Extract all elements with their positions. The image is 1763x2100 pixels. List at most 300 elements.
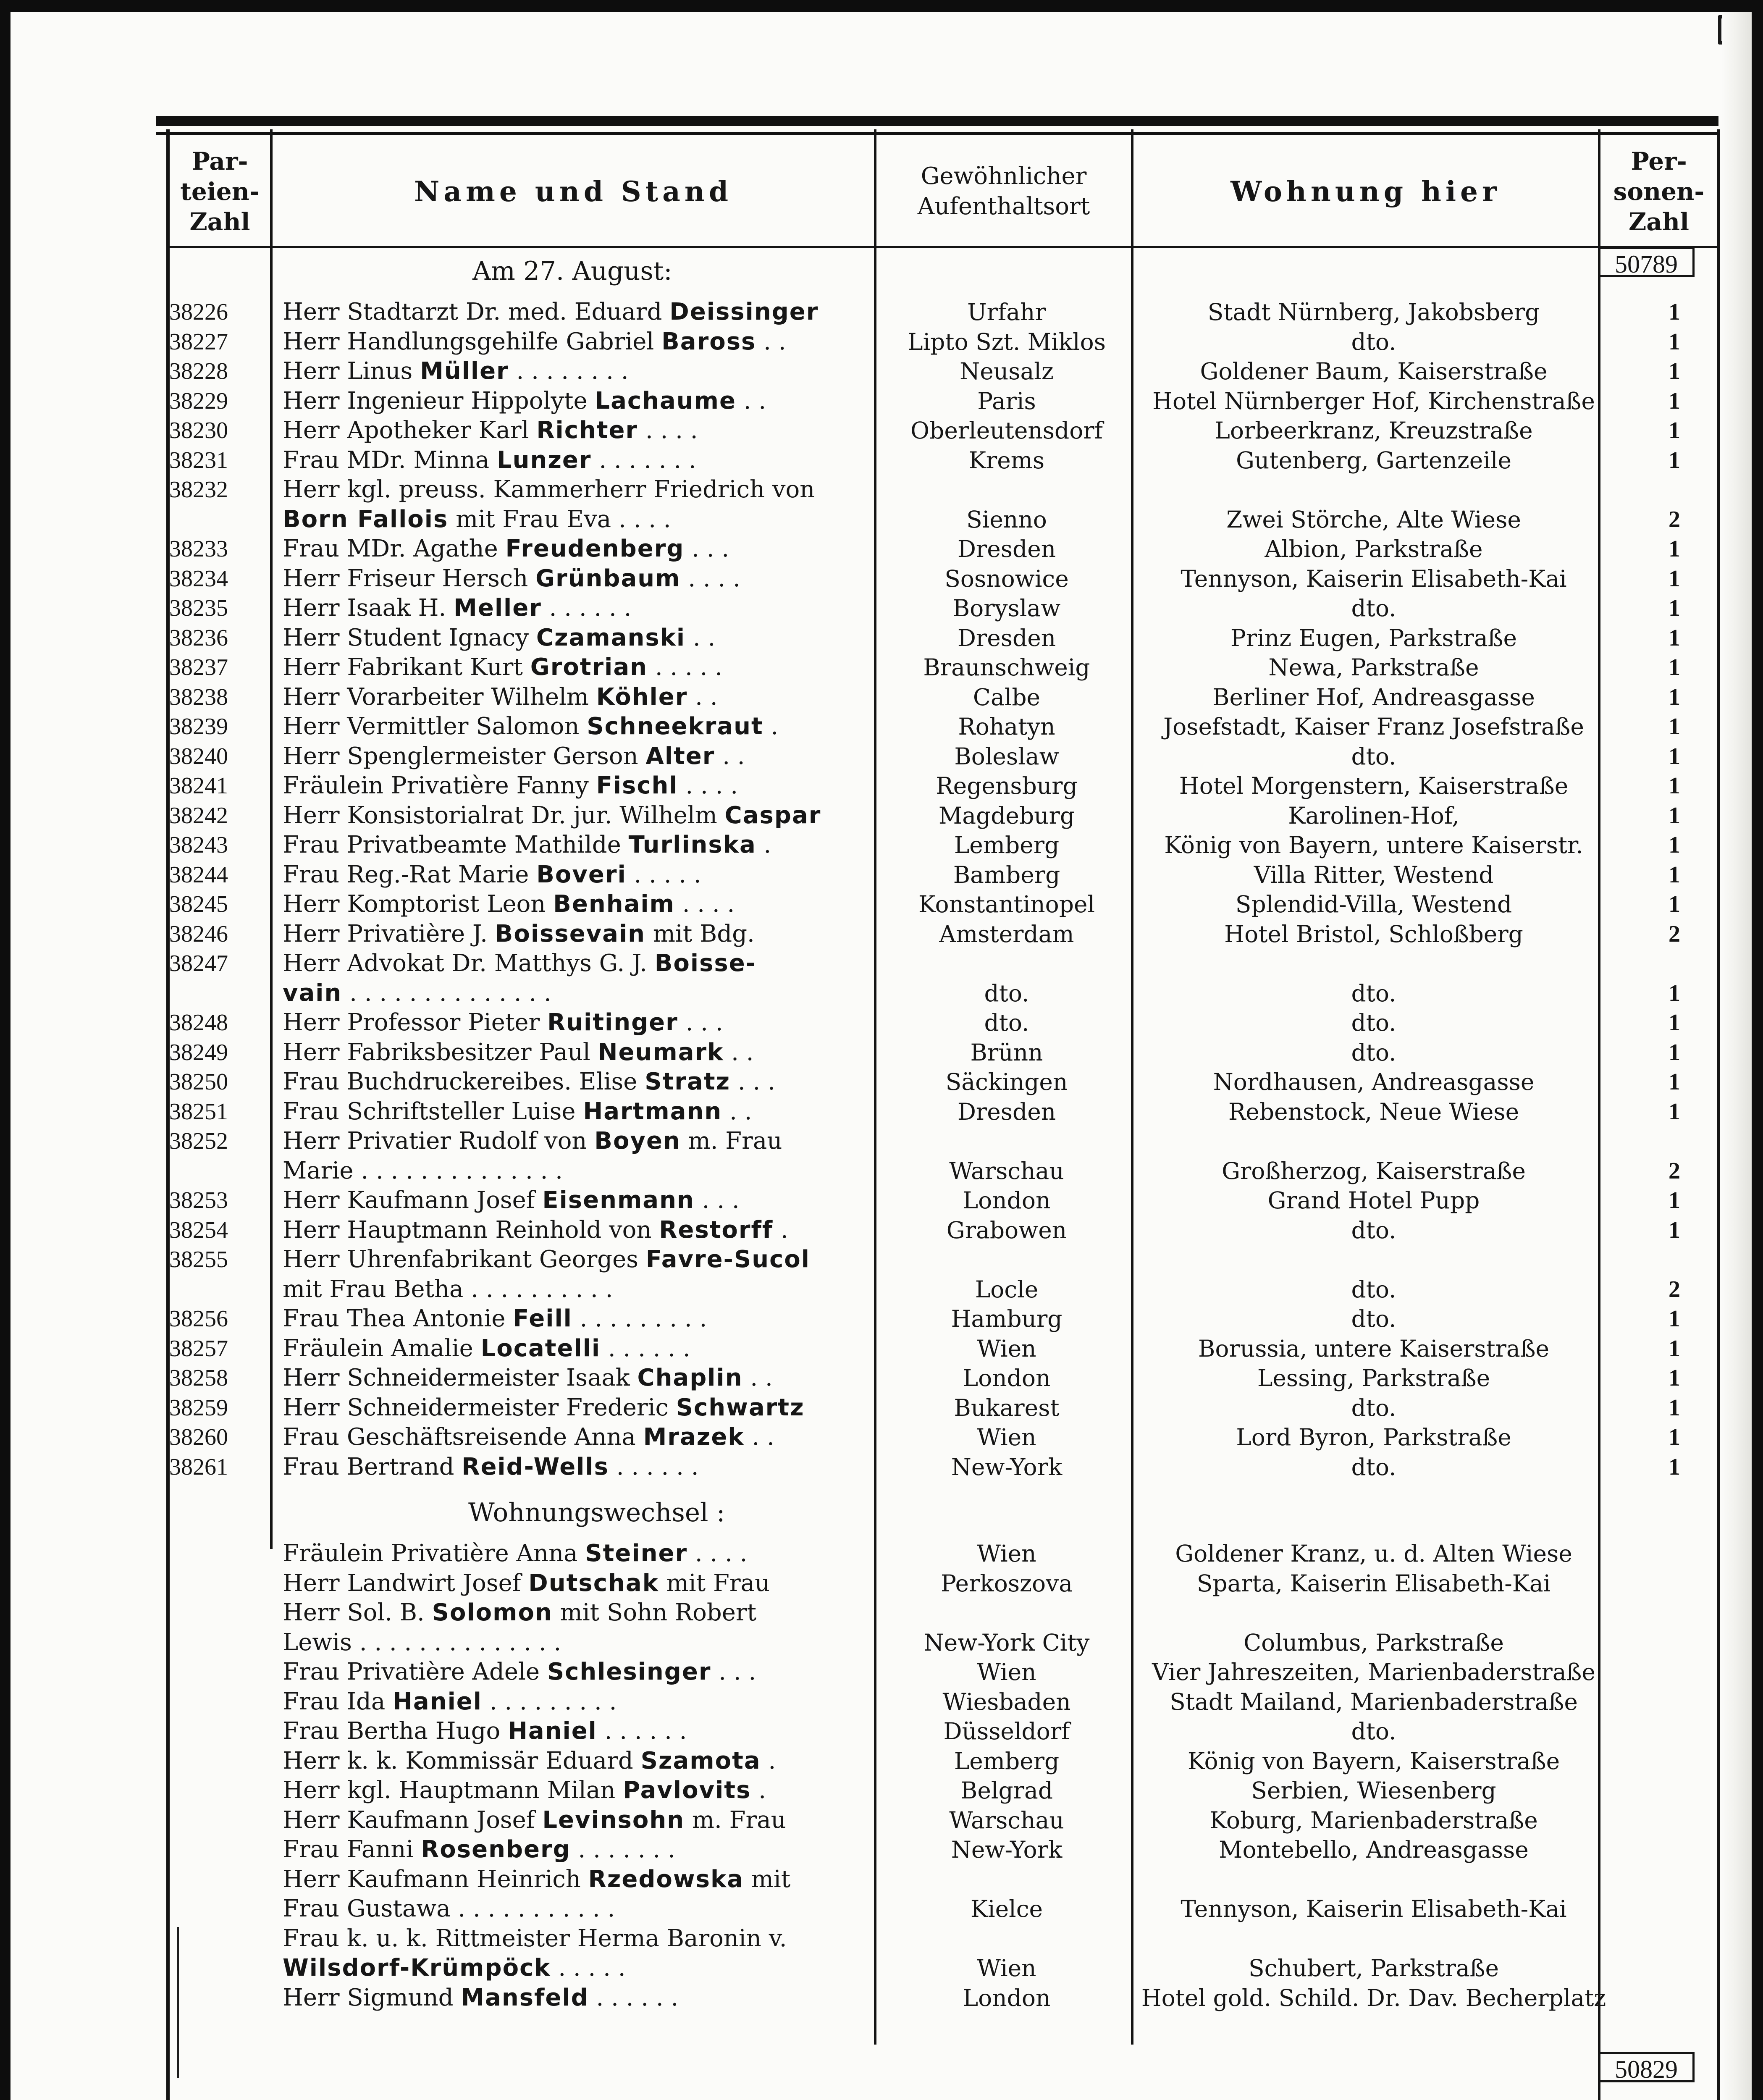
name-and-rank (283, 949, 866, 978)
name-prefix: Herr Vorarbeiter Wilhelm (283, 683, 596, 711)
surname: Boveri (536, 861, 627, 888)
party-number: 38251 (169, 1098, 228, 1125)
persons-count: 1 (1669, 980, 1680, 1006)
surname: Schneekraut (587, 713, 763, 740)
usual-residence: dto. (984, 979, 1029, 1007)
name-and-rank (283, 1746, 866, 1776)
name-prefix: Herr k. k. Kommissär Eduard (283, 1747, 641, 1774)
name-and-rank (283, 1067, 866, 1097)
name-suffix: . . (687, 683, 718, 711)
surname: Czamanski (536, 624, 686, 651)
usual-residence: Sienno (966, 506, 1047, 533)
local-address: Lessing, Parkstraße (1257, 1365, 1490, 1391)
name-and-rank (283, 446, 866, 475)
top-rule-thin (156, 132, 1718, 135)
changes-heading: Wohnungswechsel : (468, 1498, 725, 1528)
name-and-rank (283, 1038, 866, 1067)
local-address: Montebello, Andreasgasse (1219, 1836, 1529, 1863)
usual-residence: London (963, 1365, 1051, 1391)
party-number: 38240 (169, 743, 228, 769)
name-prefix: Fräulein Privatière Anna (283, 1540, 585, 1567)
local-address: dto. (1351, 328, 1396, 355)
name-suffix: . . . . . . (597, 1717, 687, 1745)
local-address: Hotel Nürnberger Hof, Kirchenstraße (1152, 387, 1595, 415)
name-and-rank (283, 1215, 866, 1245)
persons-count: 1 (1669, 447, 1680, 473)
party-number: 38234 (169, 565, 228, 592)
header-count-line2: sonen- (1613, 177, 1705, 206)
name-suffix: . . . . . . . . . (482, 1688, 617, 1715)
name-suffix: m. Frau (680, 1127, 782, 1155)
surname: Mansfeld (461, 1984, 589, 2011)
name-suffix: . . . . . . (541, 594, 632, 622)
name-suffix: mit Sohn Robert (552, 1599, 757, 1626)
party-number: 38260 (169, 1424, 228, 1450)
local-address: Großherzog, Kaiserstraße (1222, 1157, 1526, 1184)
name-prefix: Frau Fanni (283, 1836, 421, 1863)
persons-count: 1 (1669, 1010, 1680, 1036)
persons-count (1619, 949, 1680, 978)
name-prefix: Herr Privatière J. (283, 920, 495, 948)
name-prefix: Herr Advokat Dr. Matthys G. J. (283, 950, 655, 977)
name-and-rank (283, 1894, 866, 1924)
persons-count: 1 (1669, 891, 1680, 917)
name-suffix: . . . . (674, 890, 735, 918)
party-number: 38259 (169, 1394, 228, 1421)
header-home-line2: Aufenthaltsort (917, 193, 1090, 220)
name-suffix: . (761, 1747, 776, 1774)
name-prefix: Frau Geschäftsreisende Anna (283, 1423, 643, 1451)
party-number: 38227 (169, 328, 228, 355)
party-number (169, 1156, 270, 1186)
party-number: 38239 (169, 714, 228, 740)
party-number: 38235 (169, 595, 228, 621)
name-and-rank (283, 919, 866, 949)
surname: Grotrian (530, 654, 648, 681)
name-prefix: Frau Privatbeamte Mathilde (283, 831, 629, 858)
name-and-rank (283, 1687, 866, 1717)
carry-in-total: 50789 (1598, 247, 1695, 277)
party-number: 38258 (169, 1365, 228, 1391)
persons-count: 1 (1669, 1454, 1680, 1480)
name-prefix: Herr Kaufmann Heinrich (283, 1865, 588, 1893)
name-and-rank (283, 1452, 866, 1482)
name-prefix: Herr Sol. B. (283, 1599, 432, 1626)
party-number: 38236 (169, 625, 228, 651)
usual-residence: Locle (975, 1276, 1039, 1303)
name-suffix: . . . . . . . . . (572, 1305, 707, 1332)
surname: Baross (661, 328, 756, 355)
usual-residence: Wien (977, 1424, 1036, 1451)
surname: Rosenberg (421, 1836, 571, 1863)
surname: Levinsohn (542, 1806, 685, 1834)
local-address (1137, 1865, 1611, 1894)
name-suffix: mit (743, 1865, 791, 1893)
usual-residence (881, 949, 1133, 978)
persons-count: 1 (1669, 1098, 1680, 1125)
header-name-label: Name und Stand (414, 175, 733, 208)
name-prefix: Herr Fabrikant Kurt (283, 654, 530, 681)
party-number: 38248 (169, 1010, 228, 1036)
name-suffix: . (756, 831, 771, 858)
local-address: Hotel Morgenstern, Kaiserstraße (1179, 772, 1569, 799)
local-address: Stadt Nürnberg, Jakobsberg (1207, 299, 1540, 326)
header-count-line3: Zahl (1628, 207, 1690, 236)
party-number: 38226 (169, 299, 228, 325)
surname: Restorff (659, 1216, 774, 1244)
persons-count: 1 (1669, 743, 1680, 769)
col-rule-right (1717, 129, 1720, 2100)
name-suffix: . . . . . (551, 1954, 626, 1982)
local-address: Gutenberg, Gartenzeile (1236, 446, 1511, 474)
surname: Favre-Sucol (645, 1246, 810, 1273)
surname: vain (283, 979, 342, 1007)
surname: Dutschak (528, 1569, 659, 1597)
surname: Boyen (594, 1127, 681, 1155)
surname: Turlinska (628, 831, 756, 858)
usual-residence: Warschau (949, 1157, 1064, 1184)
party-number: 38231 (169, 447, 228, 473)
usual-residence: Boleslaw (954, 743, 1059, 770)
party-number: 38237 (169, 654, 228, 680)
name-prefix: Frau Bertrand (283, 1453, 462, 1480)
usual-residence (881, 1245, 1133, 1274)
name-and-rank (283, 1835, 866, 1864)
persons-count: 2 (1669, 1276, 1680, 1302)
persons-count: 1 (1669, 684, 1680, 710)
persons-count: 2 (1669, 1158, 1680, 1184)
local-address: dto. (1351, 1718, 1396, 1745)
name-suffix: . . (742, 1364, 773, 1391)
usual-residence: London (963, 1187, 1051, 1214)
persons-count: 1 (1669, 1424, 1680, 1450)
persons-count: 1 (1669, 1187, 1680, 1213)
carry-out-total: 50829 (1598, 2052, 1695, 2082)
usual-residence (881, 1598, 1133, 1628)
usual-residence: Lemberg (954, 832, 1060, 858)
surname: Mrazek (643, 1423, 745, 1451)
surname: Müller (420, 357, 509, 385)
local-address: Splendid-Villa, Westend (1235, 891, 1512, 918)
party-number: 38238 (169, 684, 228, 710)
name-prefix: Herr Kaufmann Josef (283, 1806, 543, 1834)
local-address: dto. (1351, 1305, 1396, 1332)
name-and-rank (283, 860, 866, 890)
name-and-rank (283, 1245, 866, 1274)
name-and-rank (283, 1657, 866, 1687)
header-address (1133, 136, 1598, 247)
persons-count: 2 (1669, 506, 1680, 533)
name-and-rank (283, 1983, 866, 2013)
persons-count: 1 (1669, 714, 1680, 740)
name-prefix: mit Frau Betha . . . . . . . . . . (283, 1275, 613, 1303)
name-and-rank (283, 801, 866, 830)
local-address (1137, 1126, 1611, 1156)
name-prefix: Frau MDr. Minna (283, 446, 497, 474)
name-suffix: . . . . (638, 417, 698, 444)
name-suffix: . . . . . . (609, 1453, 699, 1480)
name-prefix: Herr Uhrenfabrikant Georges (283, 1246, 646, 1273)
surname: Boisse- (654, 950, 756, 977)
surname: Lachaume (595, 387, 736, 415)
surname: Steiner (585, 1540, 688, 1567)
usual-residence: New-York (951, 1836, 1063, 1863)
surname: Stratz (645, 1068, 731, 1095)
name-prefix: Herr Ingenieur Hippolyte (283, 387, 595, 415)
name-prefix: Herr Kaufmann Josef (283, 1186, 543, 1214)
usual-residence: Oberleutensdorf (910, 417, 1103, 444)
usual-residence (881, 1126, 1133, 1156)
party-number: 38249 (169, 1039, 228, 1066)
name-suffix: . . . (730, 1068, 775, 1095)
local-address: Rebenstock, Neue Wiese (1228, 1098, 1519, 1125)
persons-count: 1 (1669, 625, 1680, 651)
name-suffix: . . . . . (648, 654, 723, 681)
usual-residence: Wien (977, 1540, 1036, 1567)
local-address: Villa Ritter, Westend (1254, 861, 1494, 888)
header-address-label: Wohnung hier (1230, 175, 1501, 208)
local-address: Goldener Baum, Kaiserstraße (1200, 358, 1548, 385)
usual-residence: Wien (977, 1659, 1036, 1685)
surname: Eisenmann (542, 1186, 695, 1214)
surname: Boissevain (495, 920, 646, 948)
name-prefix: Herr Student Ignacy (283, 624, 536, 651)
name-suffix: . . (744, 1423, 774, 1451)
name-suffix: . . (685, 624, 716, 651)
name-suffix: . . . . . . . . . . . . . . (342, 979, 551, 1007)
surname: Pavlovits (623, 1777, 751, 1804)
name-suffix: . . . . . . . (570, 1836, 675, 1863)
party-number: 38261 (169, 1454, 228, 1480)
name-suffix: . (763, 713, 779, 740)
usual-residence: Kielce (970, 1895, 1043, 1922)
party-number: 38241 (169, 773, 228, 799)
usual-residence: Rohatyn (958, 713, 1055, 740)
name-and-rank (283, 1008, 866, 1037)
name-suffix: mit Bdg. (645, 920, 755, 948)
usual-residence (881, 475, 1133, 504)
surname: Lunzer (496, 446, 592, 474)
local-address: dto. (1351, 1009, 1396, 1036)
local-address: dto. (1351, 1216, 1396, 1244)
local-address: Lord Byron, Parkstraße (1236, 1424, 1511, 1451)
persons-count: 1 (1669, 358, 1680, 384)
name-prefix: Herr kgl. preuss. Kammerherr Friedrich von (283, 476, 815, 503)
usual-residence: Dresden (957, 1098, 1056, 1125)
persons-count (1619, 1245, 1680, 1274)
surname: Benhaim (553, 890, 675, 918)
name-prefix: Herr kgl. Hauptmann Milan (283, 1777, 623, 1804)
name-and-rank (283, 416, 866, 445)
persons-count: 1 (1669, 1039, 1680, 1066)
header-name (273, 136, 874, 247)
name-prefix: Herr Isaak H. (283, 594, 454, 622)
usual-residence: Grabowen (946, 1216, 1067, 1244)
header-count (1600, 136, 1717, 247)
name-and-rank (283, 1126, 866, 1156)
surname: Richter (536, 417, 638, 444)
usual-residence: New-York (951, 1453, 1063, 1480)
usual-residence: Calbe (973, 683, 1041, 711)
usual-residence: Krems (968, 446, 1045, 474)
persons-count: 1 (1669, 1394, 1680, 1421)
local-address: Berliner Hof, Andreasgasse (1212, 683, 1535, 711)
name-and-rank (283, 1717, 866, 1746)
name-and-rank (283, 890, 866, 919)
name-and-rank (283, 357, 866, 386)
persons-count: 1 (1669, 328, 1680, 355)
name-and-rank (283, 1539, 866, 1568)
name-prefix: Frau Thea Antonie (283, 1305, 513, 1332)
local-address: Karolinen-Hof, (1288, 802, 1459, 829)
name-prefix: Herr Spenglermeister Gerson (283, 742, 646, 770)
name-and-rank (283, 830, 866, 860)
local-address: Newa, Parkstraße (1268, 654, 1479, 681)
usual-residence: Neusalz (960, 358, 1054, 385)
name-and-rank (283, 623, 866, 653)
header-number-line3: Zahl (189, 207, 250, 236)
usual-residence: Paris (977, 387, 1036, 415)
name-prefix: Herr Linus (283, 357, 420, 385)
name-and-rank (283, 534, 866, 564)
usual-residence: New-York City (923, 1629, 1090, 1656)
surname: Haniel (393, 1688, 482, 1715)
persons-count: 1 (1669, 1069, 1680, 1095)
surname: Schwartz (676, 1394, 805, 1421)
name-suffix: . . (724, 1038, 754, 1066)
usual-residence: Brünn (970, 1039, 1043, 1066)
name-and-rank (283, 1953, 866, 1983)
local-address: dto. (1351, 1453, 1396, 1480)
name-suffix: . . . . . . (601, 1334, 690, 1362)
name-prefix: Frau k. u. k. Rittmeister Herma Baronin v. (283, 1924, 787, 1952)
local-address: dto. (1351, 1039, 1396, 1066)
surname: Haniel (507, 1717, 597, 1745)
surname: Wilsdorf-Krümpöck (283, 1954, 551, 1982)
persons-count: 1 (1669, 861, 1680, 888)
name-prefix: Lewis . . . . . . . . . . . . . . (283, 1628, 561, 1656)
name-prefix: Herr Schneidermeister Isaak (283, 1364, 638, 1391)
name-prefix: Herr Schneidermeister Frederic (283, 1394, 676, 1421)
local-address: Nordhausen, Andreasgasse (1213, 1068, 1535, 1095)
surname: Chaplin (637, 1364, 743, 1391)
party-number: 38233 (169, 536, 228, 562)
surname: Rzedowska (588, 1865, 744, 1893)
persons-count: 1 (1669, 1217, 1680, 1243)
usual-residence: Lemberg (954, 1747, 1060, 1774)
local-address: Hotel Bristol, Schloßberg (1224, 920, 1523, 948)
name-suffix: mit Frau (659, 1569, 770, 1597)
header-home (876, 136, 1131, 247)
persons-count: 2 (1669, 921, 1680, 947)
party-number: 38245 (169, 891, 228, 917)
party-number: 38228 (169, 358, 228, 384)
surname: Freudenberg (505, 535, 685, 562)
name-and-rank (283, 1304, 866, 1334)
register-page (10, 12, 1752, 2100)
name-suffix: . (773, 1216, 788, 1244)
local-address: König von Bayern, Kaiserstraße (1187, 1747, 1560, 1774)
usual-residence: Hamburg (951, 1305, 1063, 1332)
name-and-rank (283, 297, 866, 327)
local-address: Josefstadt, Kaiser Franz Josefstraße (1163, 713, 1584, 740)
header-home-line1: Gewöhnlicher (921, 163, 1087, 190)
persons-count (1619, 1126, 1680, 1156)
usual-residence: Dresden (957, 536, 1056, 562)
date-heading: Am 27. August: (472, 256, 672, 286)
party-number: 38246 (169, 921, 228, 947)
party-number: 38247 (169, 950, 228, 976)
usual-residence: Perkoszova (941, 1570, 1073, 1597)
usual-residence: Düsseldorf (943, 1718, 1070, 1745)
local-address: Vier Jahreszeiten, Marienbaderstraße (1152, 1659, 1595, 1685)
party-number: 38253 (169, 1187, 228, 1213)
name-and-rank (283, 742, 866, 771)
persons-count: 1 (1669, 417, 1680, 444)
name-and-rank (283, 653, 866, 682)
party-number: 38230 (169, 417, 228, 444)
party-number: 38229 (169, 388, 228, 414)
name-suffix: . . . . (680, 564, 740, 592)
local-address: Zwei Störche, Alte Wiese (1226, 506, 1521, 533)
name-prefix: Herr Stadtarzt Dr. med. Eduard (283, 298, 670, 326)
surname: Feill (513, 1305, 572, 1332)
party-number: 38250 (169, 1069, 228, 1095)
name-suffix: . . . (678, 1009, 723, 1036)
name-and-rank (283, 1334, 866, 1363)
name-suffix: . . (736, 387, 766, 415)
name-suffix: . . . . . . (588, 1984, 679, 2011)
party-number (169, 1275, 270, 1304)
name-and-rank (283, 593, 866, 623)
name-prefix: Frau MDr. Agathe (283, 535, 506, 562)
persons-count: 1 (1669, 802, 1680, 829)
name-suffix: m. Frau (685, 1806, 786, 1834)
name-suffix: . . . . . . . (591, 446, 696, 474)
name-and-rank (283, 475, 866, 504)
persons-count: 1 (1669, 654, 1680, 680)
local-address: Lorbeerkranz, Kreuzstraße (1215, 417, 1533, 444)
bracket-mark (177, 1927, 179, 2078)
name-suffix: mit Frau Eva . . . . (448, 505, 671, 533)
surname: Deissinger (669, 298, 819, 326)
name-prefix: Frau Bertha Hugo (283, 1717, 508, 1745)
persons-count: 1 (1669, 388, 1680, 414)
local-address: dto. (1351, 743, 1396, 770)
name-prefix: Herr Apotheker Karl (283, 417, 537, 444)
persons-count: 1 (1669, 1306, 1680, 1332)
persons-count: 1 (1669, 832, 1680, 858)
persons-count (1619, 475, 1680, 504)
surname: Schlesinger (547, 1658, 711, 1685)
persons-count: 1 (1669, 299, 1680, 325)
local-address: dto. (1351, 1276, 1396, 1303)
usual-residence: Wien (977, 1955, 1036, 1982)
party-number: 38256 (169, 1306, 228, 1332)
local-address: Stadt Mailand, Marienbaderstraße (1170, 1688, 1578, 1715)
local-address (1137, 949, 1611, 978)
name-suffix: . . (756, 328, 786, 355)
name-and-rank (283, 386, 866, 416)
name-prefix: Herr Friseur Hersch (283, 564, 536, 592)
party-number: 38232 (169, 477, 228, 503)
surname: Born Fallois (283, 505, 449, 533)
header-number-line2: teien- (180, 177, 260, 206)
name-prefix: Frau Privatière Adele (283, 1658, 547, 1685)
name-and-rank (283, 1393, 866, 1423)
party-number: 38255 (169, 1247, 228, 1273)
usual-residence: Belgrad (960, 1777, 1053, 1804)
